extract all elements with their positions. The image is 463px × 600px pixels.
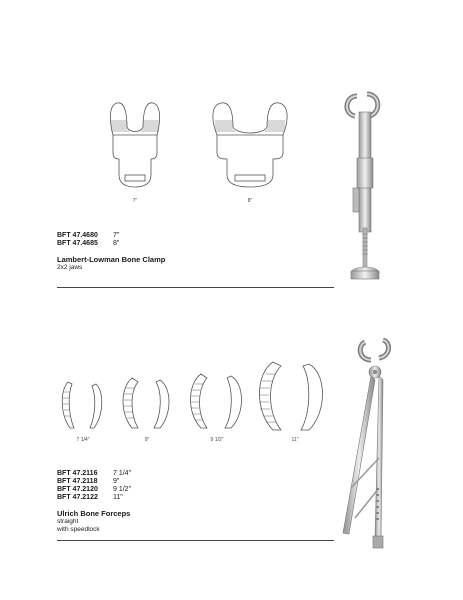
product-description: 2x2 jaws [57, 264, 83, 271]
catalog-code: BFT 47.2118 [57, 478, 98, 485]
jaw-caption: 11" [291, 437, 299, 443]
product-info-block [57, 232, 165, 272]
jaw-caption: 8" [247, 198, 253, 204]
clamp-jaw-8in-illustration [205, 95, 295, 195]
catalog-code: BFT 47.2120 [57, 486, 98, 493]
catalog-code: BFT 47.2122 [57, 494, 98, 501]
lambert-lowman-clamp-image [335, 88, 395, 288]
jaw-caption: 9" [144, 437, 150, 443]
section-divider [57, 287, 334, 288]
catalog-size: 9" [113, 478, 120, 485]
catalog-row [57, 470, 131, 478]
jaw-caption: 7" [132, 198, 138, 204]
catalog-row [57, 478, 131, 486]
catalog-row [57, 494, 131, 502]
catalog-size: 9 1/2" [113, 486, 132, 493]
catalog-size: 8" [113, 240, 120, 247]
product-name: Lambert-Lowman Bone Clamp [57, 255, 166, 264]
forceps-jaw-11in-illustration [253, 358, 328, 438]
product-info-block [57, 470, 131, 534]
section-divider [57, 540, 334, 541]
catalog-row [57, 486, 131, 494]
catalog-size: 7" [113, 232, 120, 239]
catalog-code: BFT 47.2116 [57, 470, 98, 477]
forceps-jaw-9-1-2in-illustration [185, 370, 247, 436]
catalog-size: 7 1/4" [113, 470, 132, 477]
product-description: with speedlock [57, 526, 100, 533]
clamp-jaw-7in-illustration [105, 95, 165, 195]
product-description: straight [57, 518, 79, 525]
catalog-row [57, 240, 165, 248]
jaw-caption: 9 1/2" [210, 437, 224, 443]
catalog-code: BFT 47.4680 [57, 232, 98, 239]
forceps-jaw-9in-illustration [118, 374, 176, 436]
product-name: Ulrich Bone Forceps [57, 509, 131, 518]
catalog-size: 11" [113, 494, 123, 501]
forceps-jaw-7-1-4in-illustration [58, 378, 108, 436]
catalog-row [57, 232, 165, 240]
ulrich-bone-forceps-image [335, 338, 405, 553]
catalog-code: BFT 47.4685 [57, 240, 98, 247]
jaw-caption: 7 1/4" [76, 437, 90, 443]
